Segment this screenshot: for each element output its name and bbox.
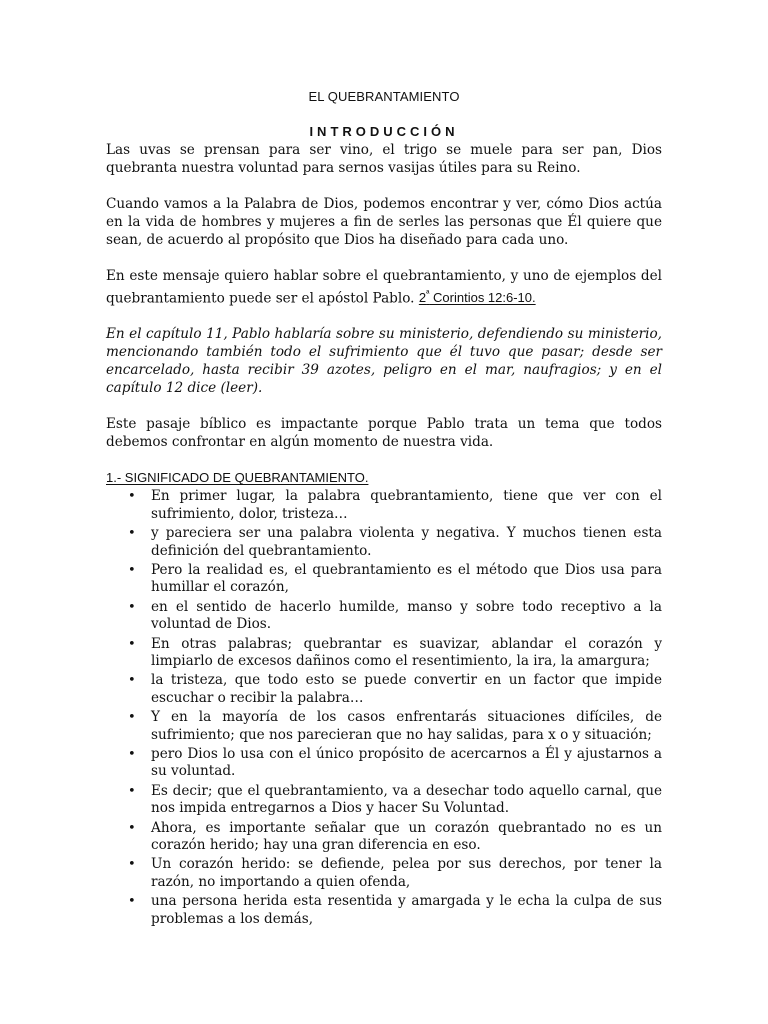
bullet-icon: • — [128, 710, 136, 726]
list-item — [106, 820, 662, 855]
list-item-text: En primer lugar, la palabra quebrantamiento, tiene que ver con el sufrimiento, dolor, tristeza… — [151, 488, 662, 522]
bible-reference — [419, 290, 536, 305]
bullet-list — [106, 488, 662, 928]
list-item — [106, 525, 662, 560]
list-item-text: pero Dios lo usa con el único propósito de acercarnos a Él y ajustarnos a su voluntad. — [151, 746, 662, 780]
bullet-icon: • — [128, 562, 136, 578]
intro-heading: INTRODUCCIÓN — [309, 124, 459, 139]
bullet-icon: • — [128, 489, 136, 505]
list-item-text: y pareciera ser una palabra violenta y negativa. Y muchos tienen esta definición del quebrantamiento. — [151, 525, 662, 559]
bullet-icon: • — [128, 747, 136, 763]
bullet-icon: • — [128, 599, 136, 615]
paragraph-1: Las uvas se prensan para ser vino, el trigo se muele para ser pan, Dios quebranta nuestra voluntad para sernos vasijas útiles para su Reino. — [106, 142, 662, 176]
bullet-icon: • — [128, 526, 136, 542]
paragraph-3 — [106, 267, 662, 307]
list-item-text: Y en la mayoría de los casos enfrentarás situaciones difíciles, de sufrimiento; que nos parecieran que no hay salidas, para x o y situación; — [151, 709, 662, 743]
list-item-text: Un corazón herido: se defiende, pelea por sus derechos, por tener la razón, no importando a quien ofenda, — [151, 856, 662, 890]
section-heading: 1.- SIGNIFICADO DE QUEBRANTAMIENTO. — [106, 470, 369, 486]
paragraph-3-text: En este mensaje quiero hablar sobre el quebrantamiento, y uno de ejemplos del quebrantamiento puede ser el apóstol Pablo. — [106, 268, 662, 307]
list-item-text: la tristeza, que todo esto se puede convertir en un factor que impide escuchar o recibir la palabra… — [151, 672, 662, 706]
paragraph-4-italic: En el capítulo 11, Pablo hablaría sobre su ministerio, defendiendo su ministerio, mencionando también todo el sufrimiento que él tuvo que pasar; desde ser encarcelado, hasta recibir 39 azotes, peligro en el mar, naufragios; y en el capítulo 12 dice (leer). — [106, 326, 662, 397]
list-item — [106, 893, 662, 928]
list-item-text: en el sentido de hacerlo humilde, manso y sobre todo receptivo a la voluntad de Dios. — [151, 598, 662, 633]
list-item-text: Es decir; que el quebrantamiento, va a desechar todo aquello carnal, que nos impida entregarnos a Dios y hacer Su Voluntad. — [151, 782, 662, 817]
list-item-text: Pero la realidad es, el quebrantamiento es el método que Dios usa para humillar el corazón, — [151, 561, 662, 596]
list-item — [106, 488, 662, 523]
paragraph-2: Cuando vamos a la Palabra de Dios, podemos encontrar y ver, cómo Dios actúa en la vida de hombres y mujeres a fin de serles las personas que Él quiere que sean, de acuerdo al propósito que Dios ha diseñado para cada uno. — [106, 196, 662, 248]
list-item-text: una persona herida esta resentida y amargada y le echa la culpa de sus problemas a los demás, — [151, 893, 662, 927]
list-item — [106, 562, 662, 597]
list-item — [106, 672, 662, 707]
list-item — [106, 746, 662, 781]
list-item — [106, 783, 662, 818]
reference-number: 2 — [418, 290, 427, 306]
list-item — [106, 856, 662, 891]
list-item — [106, 636, 662, 671]
list-item — [106, 709, 662, 744]
bullet-icon: • — [128, 894, 136, 910]
reference-ordinal: ª — [426, 289, 430, 299]
bullet-icon: • — [128, 673, 136, 689]
bullet-icon: • — [128, 636, 136, 652]
document-page — [106, 88, 662, 930]
bullet-icon: • — [128, 820, 136, 836]
bullet-icon: • — [128, 783, 136, 799]
document-title: EL QUEBRANTAMIENTO — [308, 89, 460, 104]
bullet-icon: • — [128, 857, 136, 873]
list-item-text: Ahora, es importante señalar que un corazón quebrantado no es un corazón herido; hay una gran diferencia en eso. — [151, 819, 662, 854]
list-item-text: En otras palabras; quebrantar es suavizar, ablandar el corazón y limpiarlo de excesos dañinos como el resentimiento, la ira, la amargura; — [151, 635, 662, 669]
reference-text: Corintios 12:6-10. — [429, 290, 536, 306]
list-item — [106, 599, 662, 634]
paragraph-5: Este pasaje bíblico es impactante porque Pablo trata un tema que todos debemos confrontar en algún momento de nuestra vida. — [106, 416, 662, 451]
